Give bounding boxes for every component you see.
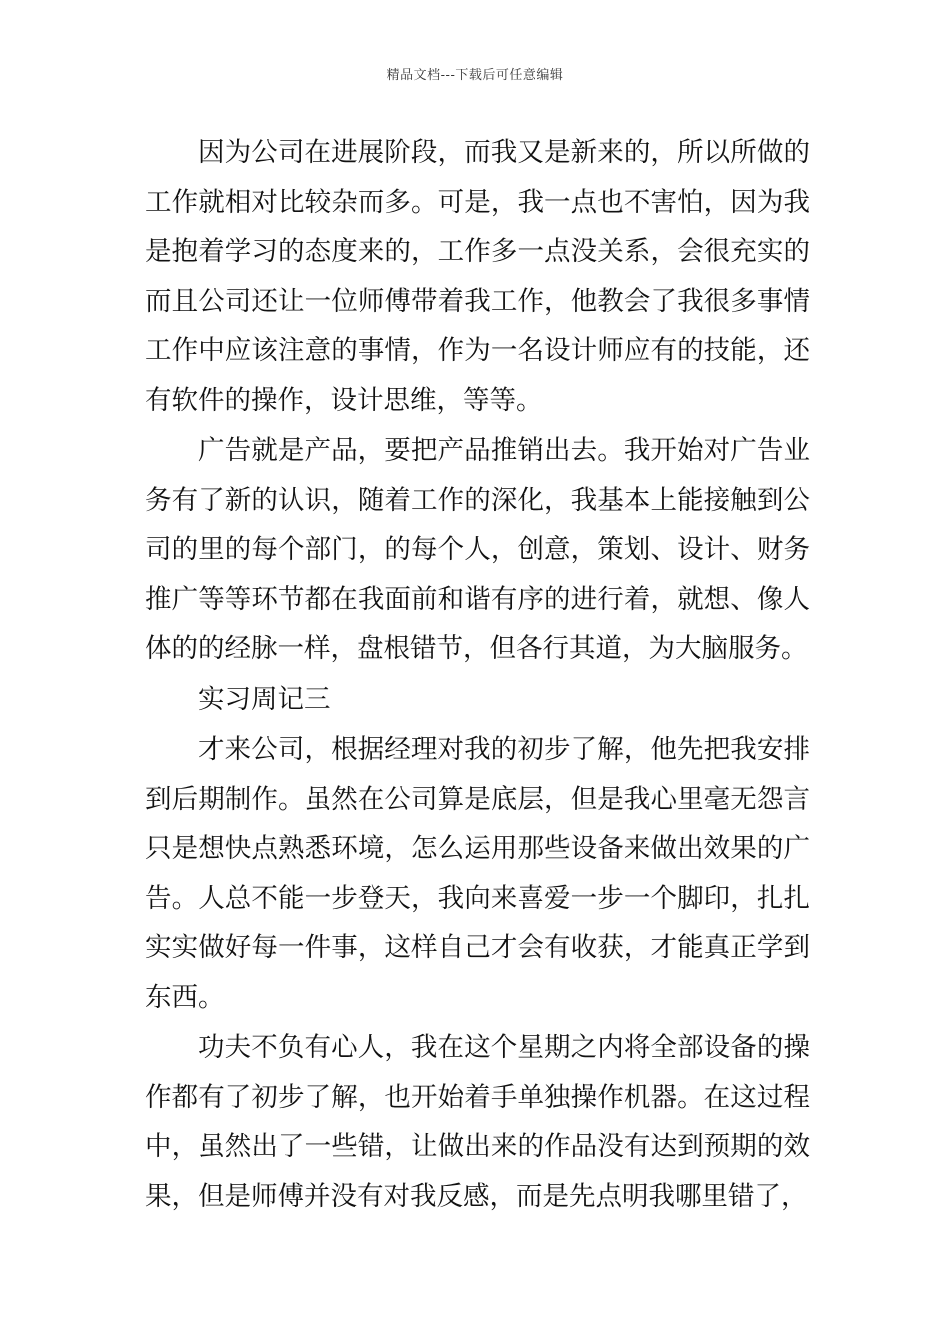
document-body	[145, 128, 810, 1221]
paragraph: 广告就是产品，要把产品推销出去。我开始对广告业务有了新的认识，随着工作的深化，我基本上能接触到公司的里的每个部门，的每个人，创意，策划、设计、财务推广等等环节都在我面前和谐有序的进行着，就想、像人体的的经脉一样，盘根错节，但各行其道，为大脑服务。	[145, 435, 810, 664]
paragraph: 因为公司在进展阶段，而我又是新来的，所以所做的工作就相对比较杂而多。可是，我一点也不害怕，因为我是抱着学习的态度来的，工作多一点没关系，会很充实的而且公司还让一位师傅带着我工作，他教会了我很多事情工作中应该注意的事情，作为一名设计师应有的技能，还有软件的操作，设计思维，等等。	[145, 137, 810, 416]
section-heading: 实习周记三	[198, 683, 331, 715]
paragraph: 才来公司，根据经理对我的初步了解，他先把我安排到后期制作。虽然在公司算是底层，但是我心里毫无怨言只是想快点熟悉环境，怎么运用那些设备来做出效果的广告。人总不能一步登天，我向来喜爱一步一个脚印，扎扎实实做好每一件事，这样自己才会有收获，才能真正学到东西。	[145, 734, 810, 1013]
page-header: 精品文档---下载后可任意编辑	[386, 68, 564, 83]
paragraph: 功夫不负有心人，我在这个星期之内将全部设备的操作都有了初步了解，也开始着手单独操作机器。在这过程中，虽然出了一些错，让做出来的作品没有达到预期的效果，但是师傅并没有对我反感，而是先点明我哪里错了，	[145, 1032, 810, 1212]
